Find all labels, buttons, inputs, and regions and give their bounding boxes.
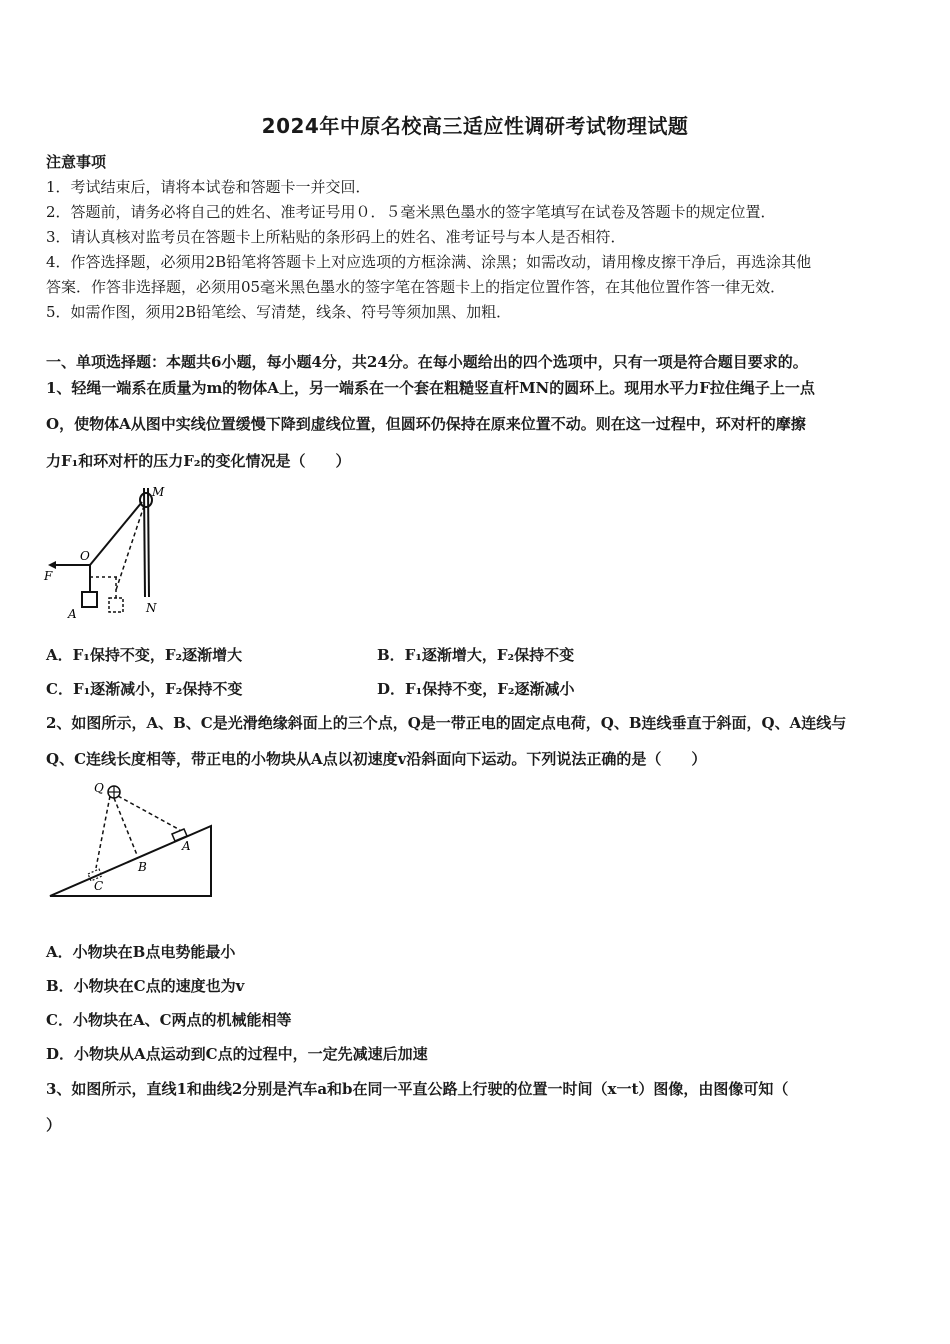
notice-item-2: 2．答题前，请务必将自己的姓名、准考证号用０．５毫米黑色墨水的签字笔填写在试卷及答题卡的规定位置． — [46, 203, 776, 221]
q3-line-2: ） — [46, 1116, 62, 1134]
q1-ring — [140, 493, 152, 507]
q1-label-A: A — [68, 607, 77, 621]
q1-label-N: N — [146, 601, 157, 615]
q1-option-c[interactable]: C．F₁逐渐减小，F₂保持不变 — [46, 680, 243, 698]
q1-option-b[interactable]: B．F₁逐渐增大，F₂保持不变 — [377, 646, 575, 664]
q2-line-QB — [114, 798, 137, 855]
q2-option-c[interactable]: C．小物块在A、C两点的机械能相等 — [46, 1011, 292, 1029]
page-title: 2024年中原名校高三适应性调研考试物理试题 — [261, 114, 689, 138]
notice-item-4-cont: 答案．作答非选择题，必须用05毫米黑色墨水的签字笔在答题卡上的指定位置作答，在其他位置作答一律无效． — [46, 278, 786, 296]
q1-label-F: F — [44, 569, 53, 583]
q1-label-M: M — [152, 485, 165, 499]
section-heading: 一、单项选择题：本题共6小题，每小题4分，共24分。在每小题给出的四个选项中，只有一项是符合题目要求的。 — [46, 353, 808, 371]
q1-line-1: 1、轻绳一端系在质量为m的物体A上，另一端系在一个套在粗糙竖直杆MN的圆环上。现用水平力F拉住绳子上一点 — [46, 379, 815, 397]
q2-option-d[interactable]: D．小物块从A点运动到C点的过程中，一定先减速后加速 — [46, 1045, 428, 1063]
q1-block-dashed — [109, 598, 123, 612]
q2-line-QC — [96, 796, 110, 868]
q1-figure — [44, 482, 174, 622]
q2-label-A: A — [182, 839, 191, 853]
q1-option-a[interactable]: A．F₁保持不变，F₂逐渐增大 — [46, 646, 243, 664]
q1-rope-dashed — [116, 506, 144, 590]
q2-line-2: Q、C连线长度相等，带正电的小物块从A点以初速度v沿斜面向下运动。下列说法正确的是（ ） — [46, 750, 707, 768]
q2-line-QA — [118, 796, 180, 830]
notice-item-3: 3．请认真核对监考员在答题卡上所粘贴的条形码上的姓名、准考证号与本人是否相符． — [46, 228, 626, 246]
notice-item-4: 4．作答选择题，必须用2B铅笔将答题卡上对应选项的方框涂满、涂黑；如需改动，请用橡皮擦干净后，再选涂其他 — [46, 253, 812, 271]
q2-line-1: 2、如图所示，A、B、C是光滑绝缘斜面上的三个点，Q是一带正电的固定点电荷，Q、B连线垂直于斜面，Q、A连线与 — [46, 714, 847, 732]
q2-label-C: C — [94, 879, 104, 893]
q2-label-B: B — [138, 860, 147, 874]
notice-item-5: 5．如需作图，须用2B铅笔绘、写清楚，线条、符号等须加黑、加粗． — [46, 303, 512, 321]
q1-option-d[interactable]: D．F₁保持不变，F₂逐渐减小 — [377, 680, 575, 698]
q1-line-2: O，使物体A从图中实线位置缓慢下降到虚线位置，但圆环仍保持在原来位置不动。则在这一过程中，环对杆的摩擦 — [46, 415, 806, 433]
q1-rod — [144, 488, 149, 597]
notice-heading: 注意事项 — [46, 153, 107, 171]
q1-line-3: 力F₁和环对杆的压力F₂的变化情况是（ ） — [46, 452, 351, 470]
q3-line-1: 3、如图所示，直线1和曲线2分别是汽车a和b在同一平直公路上行驶的位置一时间（x一t）图像，由图像可知（ — [46, 1080, 789, 1098]
notice-item-1: 1．考试结束后，请将本试卷和答题卡一并交回． — [46, 178, 371, 196]
q1-label-O: O — [80, 549, 90, 563]
q2-label-Q: Q — [94, 781, 104, 795]
q2-option-b[interactable]: B．小物块在C点的速度也为v — [46, 977, 245, 995]
q2-option-a[interactable]: A．小物块在B点电势能最小 — [46, 943, 236, 961]
q1-block-solid — [82, 592, 97, 607]
q2-figure — [44, 778, 219, 903]
q1-arrowhead — [48, 561, 56, 569]
